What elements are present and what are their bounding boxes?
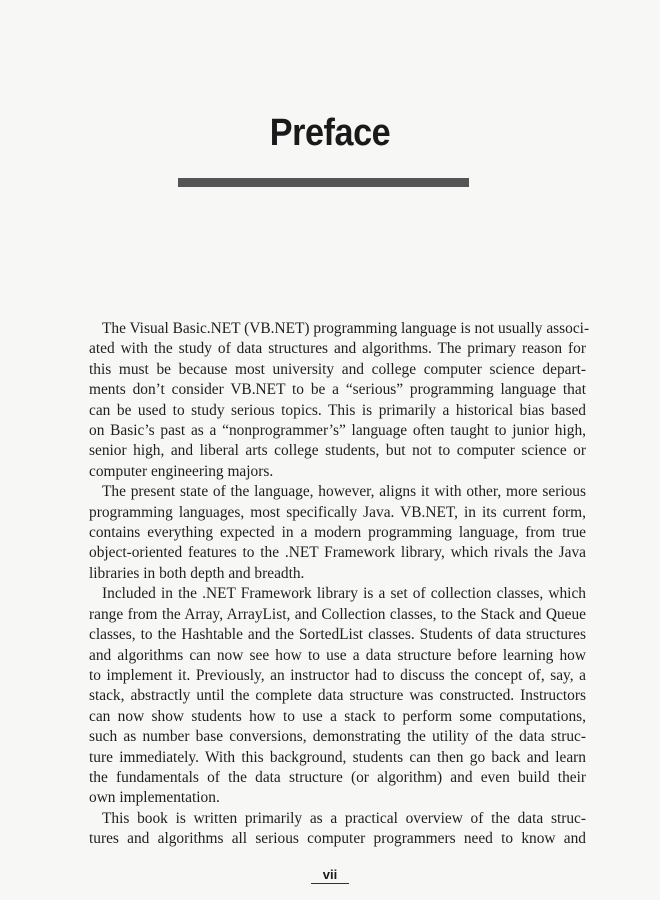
text-line: computer engineering majors. bbox=[89, 462, 274, 480]
text-line: programming languages, most specifically Java. VB.NET, in its current form, bbox=[89, 503, 586, 521]
text-line: this must be because most university and college computer science depart- bbox=[89, 360, 586, 378]
text-line: The present state of the language, however, aligns it with other, more serious bbox=[102, 483, 586, 501]
text-line: the fundamentals of the data structure (or algorithm) and even build their bbox=[89, 768, 586, 786]
text-line: ture immediately. With this background, students can then go back and learn bbox=[89, 748, 586, 766]
text-line: can be used to study serious topics. This is primarily a historical bias based bbox=[89, 401, 586, 419]
page-number: vii bbox=[311, 867, 349, 884]
text-line: to implement it. Previously, an instructor had to discuss the concept of, say, a bbox=[89, 666, 586, 684]
text-line: The Visual Basic.NET (VB.NET) programming language is not usually associ- bbox=[102, 320, 590, 337]
text-line: own implementation. bbox=[89, 789, 220, 807]
paragraph bbox=[89, 584, 586, 808]
preface-body bbox=[89, 319, 590, 850]
text-line: contains everything expected in a modern programming language, from true bbox=[89, 524, 586, 542]
text-line: can now show students how to use a stack to perform some computations, bbox=[89, 707, 586, 725]
text-line: ments don’t consider VB.NET to be a “serious” programming language that bbox=[89, 381, 586, 399]
text-line: ated with the study of data structures and algorithms. The primary reason for bbox=[89, 340, 586, 358]
title-underline-rule bbox=[178, 178, 469, 187]
page-title: Preface bbox=[269, 112, 391, 154]
text-line: and algorithms can now see how to use a data structure before learning how bbox=[89, 646, 586, 664]
text-line: on Basic’s past as a “nonprogrammer’s” language often taught to junior high, bbox=[89, 422, 586, 440]
text-line: libraries in both depth and breadth. bbox=[89, 564, 305, 582]
paragraph bbox=[89, 482, 586, 584]
text-line: range from the Array, ArrayList, and Collection classes, to the Stack and Queue bbox=[89, 605, 586, 623]
text-line: such as number base conversions, demonstrating the utility of the data struc- bbox=[89, 728, 586, 746]
text-line: tures and algorithms all serious computer programmers need to know and bbox=[89, 830, 586, 848]
paragraph bbox=[89, 809, 586, 850]
text-line: classes, to the Hashtable and the SortedList classes. Students of data structures bbox=[89, 626, 586, 644]
text-line: object-oriented features to the .NET Framework library, which rivals the Java bbox=[89, 544, 586, 562]
text-line: senior high, and liberal arts college students, but not to computer science or bbox=[89, 442, 586, 460]
text-line: Included in the .NET Framework library is a set of collection classes, which bbox=[102, 585, 586, 603]
paragraph bbox=[89, 319, 590, 482]
text-line: This book is written primarily as a practical overview of the data struc- bbox=[102, 809, 586, 827]
text-line: stack, abstractly until the complete data structure was constructed. Instructors bbox=[89, 687, 586, 705]
page-footer bbox=[0, 866, 660, 884]
